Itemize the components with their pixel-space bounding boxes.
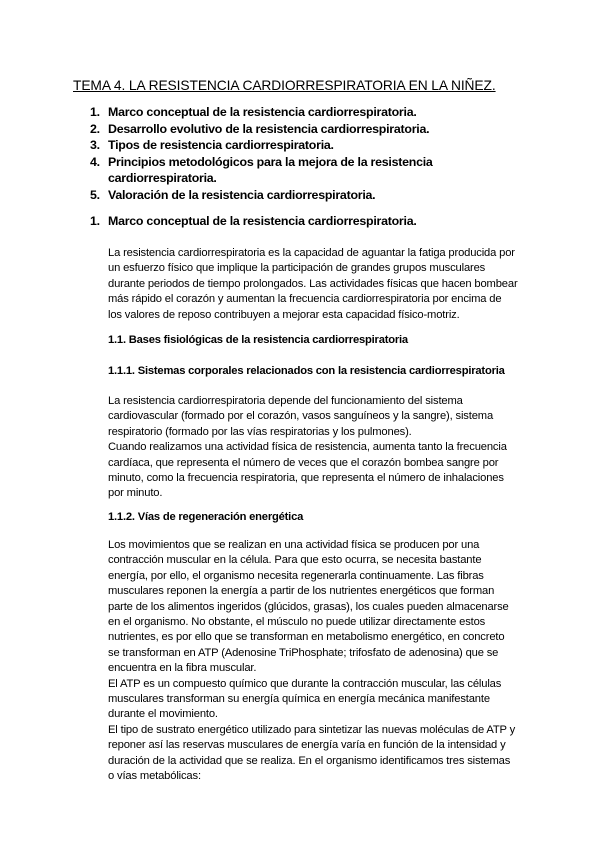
subsection-heading-1-1-1: 1.1.1. Sistemas corporales relacionados con la resistencia cardiorrespiratoria [108, 365, 505, 377]
document-title: TEMA 4. LA RESISTENCIA CARDIORRESPIRATORIA EN LA NIÑEZ. [73, 78, 496, 93]
toc-item-number: 2. [90, 121, 100, 136]
toc-item-label: Marco conceptual de la resistencia cardiorrespiratoria. [108, 105, 417, 119]
text-line: musculares transforman su energía química en energía mecánica manifestante [108, 693, 490, 706]
toc-item-number: 4. [90, 154, 100, 169]
toc-item [0, 104, 468, 121]
text-line: cardiovascular (formado por el corazón, vasos sanguíneos y la sangre), sistema [108, 410, 494, 423]
text-line: cardíaca, que representa el número de veces que el corazón bombea sangre por [108, 456, 499, 469]
text-line: La resistencia cardiorrespiratoria es la capacidad de aguantar la fatiga producida por [108, 247, 515, 259]
text-line: o vías metabólicas: [108, 770, 201, 783]
text-line: se transforman en ATP (Adenosine TriPhosphate; trifosfato de adenosina) que se [108, 646, 499, 659]
intro-paragraph [108, 246, 528, 323]
text-line: minuto, como la frecuencia respiratoria, que representa el número de inhalaciones [108, 472, 504, 485]
toc-item-label: Principios metodológicos para la mejora de la resistencia [108, 154, 433, 169]
section-title: Marco conceptual de la resistencia cardiorrespiratoria. [108, 214, 417, 228]
text-line: energía, por ello, el organismo necesita regenerarla continuamente. Las fibras [108, 569, 484, 582]
text-line: los valores de reposo contribuyen a mejorar esta capacidad físico-motriz. [108, 308, 460, 321]
toc-item [0, 154, 468, 187]
toc-item-label: Desarrollo evolutivo de la resistencia cardiorrespiratoria. [108, 121, 430, 136]
text-line: duración de la actividad que se realiza. En el organismo identificamos tres sistemas [108, 754, 511, 767]
text-line: contracción muscular en la célula. Para que esto ocurra, se necesita bastante [108, 554, 482, 567]
text-line: un esfuerzo físico que implique la participación de grandes grupos musculares [108, 262, 486, 275]
table-of-contents [0, 104, 468, 204]
text-line: más rápido el corazón y aumentan la frecuencia cardiorrespiratoria por encima de [108, 293, 502, 306]
text-line: La resistencia cardiorrespiratoria depende del funcionamiento del sistema [108, 395, 463, 407]
toc-item-number: 3. [90, 138, 100, 153]
text-line: durante periodos de tiempo prolongados. Las actividades físicas que hacen bombear [108, 277, 518, 290]
subsection-heading-1-1-2: 1.1.2. Vías de regeneración energética [108, 511, 304, 523]
toc-item-label: Tipos de resistencia cardiorrespiratoria. [108, 138, 334, 153]
text-line: El ATP es un compuesto químico que durante la contracción muscular, las células [108, 677, 502, 690]
toc-item-number: 5. [90, 187, 100, 202]
toc-item-label: Valoración de la resistencia cardiorrespiratoria. [108, 187, 376, 202]
toc-item [0, 137, 468, 154]
text-line: en el organismo. No obstante, el músculo no puede utilizar directamente estos [108, 616, 486, 629]
text-line: Los movimientos que se realizan en una actividad física se producen por una [108, 539, 480, 551]
text-line: respiratorio (formado por las vías respiratorias y los pulmones). [108, 425, 412, 438]
paragraph-body-systems [108, 394, 528, 502]
text-line: nutrientes, es por ello que se transforman en metabolismo energético, en concreto [108, 631, 505, 644]
toc-item [0, 121, 468, 138]
text-line: musculares reponen la energía a partir de los nutrientes energéticos que forman [108, 585, 495, 598]
toc-item-number: 1. [90, 105, 100, 119]
paragraph-energy-pathways [108, 538, 528, 785]
subsection-heading-1-1: 1.1. Bases fisiológicas de la resistencia cardiorrespiratoria [108, 334, 408, 346]
text-line: por minuto. [108, 487, 163, 500]
text-line: parte de los alimentos ingeridos (glúcidos, grasas), los cuales pueden almacenarse [108, 600, 509, 613]
text-line: encuentra en la fibra muscular. [108, 662, 257, 675]
toc-item-label-continued: cardiorrespiratoria. [108, 171, 217, 186]
text-line: El tipo de sustrato energético utilizado para sintetizar las nuevas moléculas de ATP y [108, 723, 516, 736]
text-line: Cuando realizamos una actividad física de resistencia, aumenta tanto la frecuencia [108, 441, 507, 454]
text-line: reponer así las reservas musculares de energía varía en función de la intensidad y [108, 739, 506, 752]
toc-item [0, 187, 468, 204]
section-number: 1. [90, 214, 100, 228]
text-line: durante el movimiento. [108, 708, 218, 721]
